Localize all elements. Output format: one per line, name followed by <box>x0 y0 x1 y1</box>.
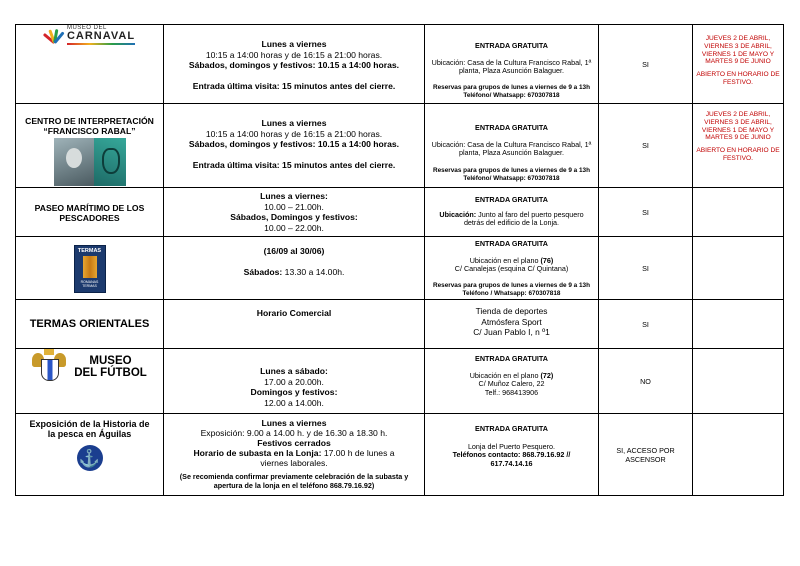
termas-logo <box>74 245 106 293</box>
schedule-line: 10:15 a 14:00 horas y de 16:15 a 21:00 horas. <box>205 128 383 139</box>
notes-cell <box>693 237 784 300</box>
venue-name: PESCADORES <box>59 213 120 223</box>
logo-small-text: MUSEO DEL <box>66 25 107 31</box>
phone-text: Teléfono / Whatsapp: 670307818 <box>462 289 561 297</box>
note-line: VIERNES 1 DE MAYO Y <box>701 126 775 134</box>
schedule-label: Horario de subasta en la Lonja: <box>193 448 322 458</box>
venue-cell <box>16 237 164 300</box>
access-cell: SI <box>599 25 693 104</box>
location-text: Lonja del Puerto Pesquero. <box>467 441 556 451</box>
schedule-line: 17.00 h de lunes a viernes laborales. <box>260 448 395 468</box>
venue-name: la pesca en Águilas <box>47 429 132 439</box>
schedule-note: (Se recomienda confirmar previamente celebración de la subasta y apertura de la lonja en el teléfono 868.79.16.92) <box>179 472 409 490</box>
schedule-line: Sábados, domingos y festivos: 10.15 a 14:00 horas. <box>188 60 400 71</box>
notes-cell <box>693 349 784 414</box>
access-cell: NO <box>599 349 693 414</box>
schedule-line: 17.00 a 20.00h. <box>264 376 324 387</box>
venue-name: Exposición de la Historia de <box>29 419 150 429</box>
venue-cell <box>16 349 164 414</box>
note-line: MARTES 9 DE JUNIO <box>705 58 771 66</box>
store-type: Tienda de deportes <box>475 306 548 316</box>
schedule-label: Sábados: <box>243 266 283 277</box>
notes-cell <box>693 414 784 496</box>
schedule-heading: Sábados, Domingos y festivos: <box>230 212 358 223</box>
entrada-label: ENTRADA GRATUITA <box>475 424 548 433</box>
entrada-label: ENTRADA GRATUITA <box>475 195 548 204</box>
info-cell <box>425 349 599 414</box>
table-row <box>16 104 784 188</box>
address-text: C/ Muñoz Calero, 22 <box>478 379 545 389</box>
store-name: Atmósfera Sport <box>481 316 542 327</box>
schedule-heading: Horario Comercial <box>256 308 332 318</box>
table-row <box>16 25 784 104</box>
schedule-line: 10:15 a 14:00 horas y de 16:15 a 21:00 horas. <box>205 49 383 60</box>
venue-name: DEL FÚTBOL <box>74 367 147 379</box>
access-cell: SI <box>599 104 693 188</box>
schedule-line: 10.00 – 22.00h. <box>264 222 324 233</box>
table-row <box>16 188 784 237</box>
venue-cell <box>16 25 164 104</box>
entrada-label: ENTRADA GRATUITA <box>475 239 548 248</box>
location-label: Ubicación: <box>439 209 477 219</box>
note-line: VIERNES 3 DE ABRIL, <box>704 42 772 50</box>
access-cell: SI <box>599 300 693 349</box>
venue-cell <box>16 414 164 496</box>
schedule-cell <box>164 414 425 496</box>
entrada-label: ENTRADA GRATUITA <box>475 354 548 363</box>
schedule-line: 13.30 a 14.00h. <box>284 266 345 277</box>
museo-carnaval-logo <box>16 25 163 45</box>
access-cell: SI <box>599 237 693 300</box>
info-cell <box>425 414 599 496</box>
venue-cell <box>16 188 164 237</box>
location-value: Junto al faro del puerto pesquero detrás del edificio de la Lonja. <box>463 209 584 228</box>
logo-subtitle: ROMANAS TERMAS <box>80 280 99 288</box>
schedule-heading: Lunes a viernes <box>261 118 327 128</box>
plan-number: (76) <box>540 255 554 265</box>
schedule-heading: Lunes a viernes: <box>260 191 328 201</box>
schedule-table <box>15 24 784 496</box>
location-text: Ubicación: Casa de la Cultura Francisco Rabal, 1ª planta, Plaza Asunción Balaguer. <box>431 139 592 158</box>
note-line: VIERNES 3 DE ABRIL, <box>704 118 772 126</box>
reservas-text: Reservas para grupos de lunes a viernes de 9 a 13h <box>432 281 590 289</box>
phone-text: Teléfono/ Whatsapp: 670307818 <box>463 91 560 99</box>
venue-name: “FRANCISCO RABAL” <box>43 126 136 136</box>
phone-text: Telf.: 968413906 <box>484 387 539 397</box>
info-cell <box>425 188 599 237</box>
entrada-label: ENTRADA GRATUITA <box>475 41 548 50</box>
reservas-text: Reservas para grupos de lunes a viernes de 9 a 13h <box>432 166 590 174</box>
schedule-heading: (16/09 al 30/06) <box>263 246 325 256</box>
venue-name: CENTRO DE INTERPRETACIÓN <box>25 116 154 126</box>
info-cell <box>425 25 599 104</box>
note-line: MARTES 9 DE JUNIO <box>705 134 771 142</box>
schedule-cell <box>164 237 425 300</box>
anchor-icon: ⚓ <box>77 445 103 471</box>
note-line: ABIERTO EN HORARIO DE <box>696 71 780 79</box>
venue-name: TERMAS ORIENTALES <box>29 318 150 330</box>
schedule-cell <box>164 188 425 237</box>
schedule-note: Entrada última visita: 15 minutos antes del cierre. <box>192 159 396 170</box>
column-icon <box>83 256 97 278</box>
phone-text: Teléfono/ Whatsapp: 670307818 <box>463 174 560 182</box>
info-cell <box>425 237 599 300</box>
schedule-heading: Domingos y festivos: <box>250 387 338 398</box>
schedule-cell <box>164 349 425 414</box>
table-row <box>16 300 784 349</box>
location-text: Ubicación: Casa de la Cultura Francisco Rabal, 1ª planta, Plaza Asunción Balaguer. <box>431 57 592 76</box>
table-row <box>16 349 784 414</box>
location-label: Ubicación en el plano <box>469 255 539 265</box>
schedule-cell <box>164 25 425 104</box>
schedule-cell <box>164 104 425 188</box>
logo-big-text: CARNAVAL <box>66 30 136 42</box>
schedule-heading: Lunes a viernes <box>261 418 327 428</box>
note-line: VIERNES 1 DE MAYO Y <box>701 50 775 58</box>
notes-cell <box>693 25 784 104</box>
venue-name: MUSEO <box>89 355 132 367</box>
access-cell: SI, ACCESO POR ASCENSOR <box>599 414 693 496</box>
schedule-cell <box>164 300 425 349</box>
schedule-line: 10.00 – 21.00h. <box>264 201 324 212</box>
notes-cell <box>693 104 784 188</box>
schedule-note: Entrada última visita: 15 minutos antes del cierre. <box>192 80 396 91</box>
schedule-line: Sábados, domingos y festivos: 10.15 a 14:00 horas. <box>188 139 400 150</box>
entrada-label: ENTRADA GRATUITA <box>475 123 548 132</box>
access-cell: SI <box>599 188 693 237</box>
note-line: FESTIVO. <box>722 154 754 162</box>
location-text <box>425 211 598 228</box>
note-line: JUEVES 2 DE ABRIL, <box>705 35 771 42</box>
phone-text: Teléfonos contacto: 868.79.16.92 // 617.74.14.16 <box>452 450 571 468</box>
schedule-line: Exposición: 9.00 a 14.00 h. y de 16.30 a 18.30 h. <box>200 428 388 438</box>
schedule-heading: Lunes a sábado: <box>260 366 328 376</box>
venue-cell <box>16 300 164 349</box>
francisco-rabal-photo <box>54 138 126 186</box>
location-label: Ubicación en el plano <box>469 370 539 380</box>
note-line: FESTIVO. <box>722 78 754 86</box>
notes-cell <box>693 188 784 237</box>
address-text: C/ Canalejas (esquina C/ Quintana) <box>454 264 569 274</box>
address-text: C/ Juan Pablo I, n º1 <box>473 327 550 337</box>
info-cell <box>425 104 599 188</box>
schedule-line: Festivos cerrados <box>257 438 331 448</box>
venue-name: PASEO MARÍTIMO DE LOS <box>34 203 145 213</box>
note-line: ABIERTO EN HORARIO DE <box>696 147 780 155</box>
logo-title: TERMAS <box>77 248 102 254</box>
schedule-line: 12.00 a 14.00h. <box>264 397 324 408</box>
note-line: JUEVES 2 DE ABRIL, <box>705 111 771 118</box>
notes-cell <box>693 300 784 349</box>
info-cell <box>425 300 599 349</box>
fan-icon <box>44 25 64 45</box>
club-crest-icon <box>32 349 66 385</box>
reservas-text: Reservas para grupos de lunes a viernes de 9 a 13h <box>432 83 590 91</box>
table-row <box>16 414 784 496</box>
plan-number: (72) <box>540 370 554 380</box>
schedule-heading: Lunes a viernes <box>261 39 327 49</box>
venue-cell <box>16 104 164 188</box>
table-row <box>16 237 784 300</box>
